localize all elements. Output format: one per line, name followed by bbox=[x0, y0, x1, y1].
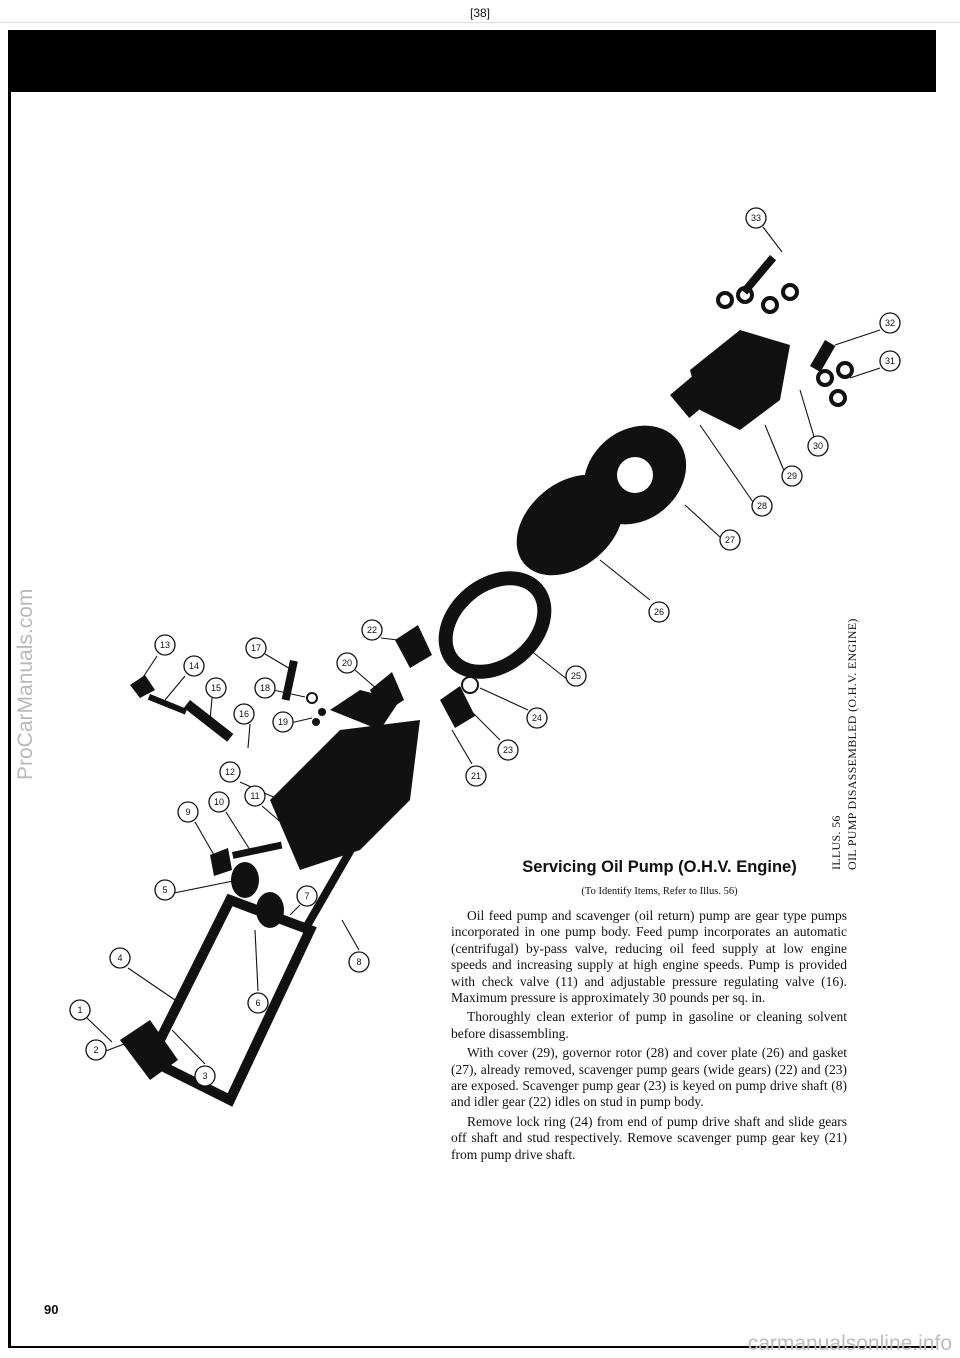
svg-text:17: 17 bbox=[250, 643, 262, 653]
svg-text:8: 8 bbox=[356, 957, 362, 967]
paragraph: Remove lock ring (24) from end of pump drive shaft and slide gears off shaft and stud respectively. Remove scavenger pump gear key (21) from pump drive shaft. bbox=[451, 1113, 847, 1162]
svg-text:30: 30 bbox=[812, 441, 824, 451]
callout-14 bbox=[184, 656, 204, 676]
svg-text:28: 28 bbox=[756, 501, 768, 511]
svg-text:3: 3 bbox=[202, 1071, 208, 1081]
callout-19 bbox=[273, 712, 293, 732]
callout-30 bbox=[808, 436, 828, 456]
callout-12 bbox=[220, 762, 240, 782]
callout-10 bbox=[209, 792, 229, 812]
illustration-title: OIL PUMP DISASSEMBLED (O.H.V. ENGINE) bbox=[845, 618, 859, 870]
bottom-watermark: carmanualsonline.info bbox=[747, 1332, 952, 1355]
svg-text:6: 6 bbox=[255, 998, 261, 1008]
svg-text:33: 33 bbox=[750, 213, 762, 223]
section-title: Servicing Oil Pump (O.H.V. Engine) bbox=[522, 858, 797, 876]
callout-27 bbox=[720, 530, 740, 550]
page-marker: [38] bbox=[469, 6, 490, 20]
paragraph: With cover (29), governor rotor (28) and cover plate (26) and gasket (27), already removed, scavenger pump gears (wide gears) (22) and (23) are exposed. Scavenger pump gear (23) is keyed on pump drive shaft (8) and idler gear (22) idles on stud in pump body. bbox=[451, 1045, 847, 1110]
svg-text:12: 12 bbox=[224, 767, 236, 777]
callout-7 bbox=[297, 886, 317, 906]
illustration-caption bbox=[828, 618, 860, 870]
illustration-number: ILLUS. 56 bbox=[829, 815, 843, 870]
callout-31 bbox=[880, 351, 900, 371]
callout-4 bbox=[110, 948, 130, 968]
callout-2 bbox=[86, 1040, 106, 1060]
svg-text:11: 11 bbox=[250, 791, 260, 801]
callout-13 bbox=[155, 635, 175, 655]
callout-3 bbox=[195, 1066, 215, 1086]
svg-text:32: 32 bbox=[884, 318, 896, 328]
page-number: 90 bbox=[44, 1302, 59, 1317]
svg-text:2: 2 bbox=[93, 1045, 99, 1055]
svg-text:29: 29 bbox=[786, 471, 798, 481]
svg-text:14: 14 bbox=[188, 661, 200, 671]
paragraph: Oil feed pump and scavenger (oil return) pump are gear type pumps incorporated in one pump body. Feed pump incorporates an automatic (centrifugal) by-pass valve, reducing oil feed supply at low engine speeds and increasing supply at high engine speeds. Pump is provided with check valve (11) and adjustable pressure regulating valve (16). Maximum pressure is approximately 30 pounds per sq. in. bbox=[451, 908, 847, 1006]
svg-text:5: 5 bbox=[162, 885, 168, 895]
callout-33 bbox=[746, 208, 766, 228]
paragraph: Thoroughly clean exterior of pump in gasoline or cleaning solvent before disassembling. bbox=[451, 1009, 847, 1041]
svg-text:22: 22 bbox=[366, 625, 378, 635]
callout-16 bbox=[234, 704, 254, 724]
callout-18 bbox=[255, 678, 275, 698]
callout-8 bbox=[349, 952, 369, 972]
svg-text:1: 1 bbox=[77, 1005, 83, 1015]
callout-20 bbox=[337, 653, 357, 673]
callout-22 bbox=[362, 620, 382, 640]
svg-text:26: 26 bbox=[653, 607, 665, 617]
callout-5 bbox=[155, 880, 175, 900]
section-subtitle: (To Identify Items, Refer to Illus. 56) bbox=[581, 886, 738, 897]
svg-text:9: 9 bbox=[185, 807, 191, 817]
callout-11 bbox=[245, 786, 265, 806]
svg-text:7: 7 bbox=[304, 891, 310, 901]
svg-text:16: 16 bbox=[238, 709, 250, 719]
svg-text:4: 4 bbox=[117, 953, 123, 963]
svg-text:15: 15 bbox=[210, 683, 222, 693]
callout-17 bbox=[246, 638, 266, 658]
callout-15 bbox=[206, 678, 226, 698]
callout-23 bbox=[498, 740, 518, 760]
callout-6 bbox=[248, 993, 268, 1013]
svg-text:27: 27 bbox=[724, 535, 736, 545]
callout-21 bbox=[466, 766, 486, 786]
svg-text:20: 20 bbox=[341, 658, 353, 668]
callout-28 bbox=[752, 496, 772, 516]
svg-text:18: 18 bbox=[259, 683, 271, 693]
callout-24 bbox=[527, 708, 547, 728]
svg-text:13: 13 bbox=[159, 640, 171, 650]
callout-32 bbox=[880, 313, 900, 333]
svg-text:24: 24 bbox=[531, 713, 543, 723]
callout-25 bbox=[566, 666, 586, 686]
svg-text:21: 21 bbox=[470, 771, 482, 781]
side-watermark: ProCarManuals.com bbox=[14, 588, 37, 780]
svg-text:19: 19 bbox=[277, 717, 289, 727]
body-text bbox=[451, 908, 847, 1166]
svg-text:31: 31 bbox=[884, 356, 896, 366]
svg-text:10: 10 bbox=[213, 797, 225, 807]
svg-text:25: 25 bbox=[570, 671, 582, 681]
svg-text:23: 23 bbox=[502, 745, 514, 755]
callout-9 bbox=[178, 802, 198, 822]
callout-26 bbox=[649, 602, 669, 622]
callout-1 bbox=[70, 1000, 90, 1020]
callout-29 bbox=[782, 466, 802, 486]
